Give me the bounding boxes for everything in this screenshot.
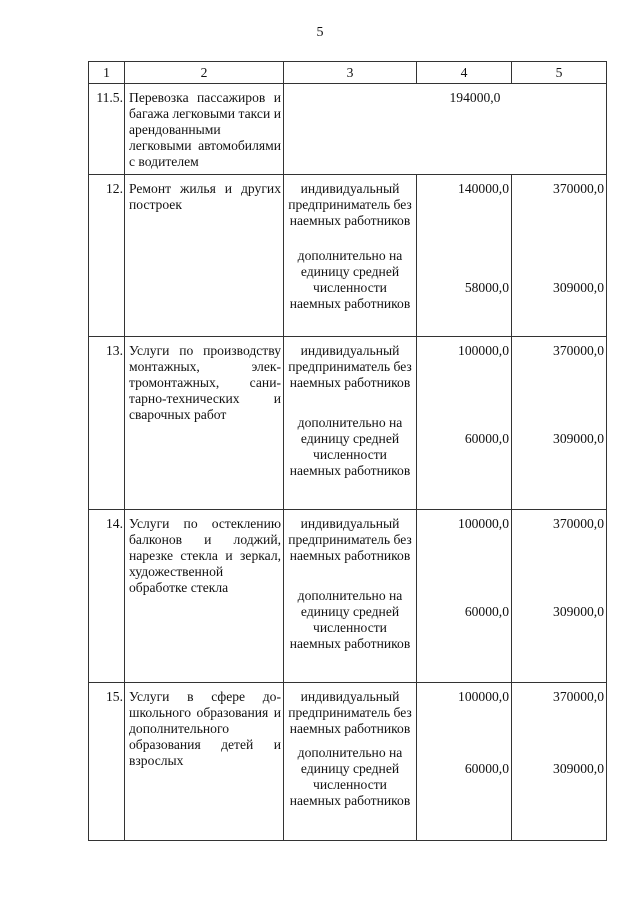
category-cell [284, 175, 417, 337]
category-text: индивидуальный предприниматель без наемных работников [288, 343, 412, 390]
value-text: 370000,0 [553, 181, 604, 196]
header-col-3: 3 [284, 62, 417, 84]
value-text: 60000,0 [464, 604, 509, 619]
row-number: 15. [89, 683, 125, 841]
value-cell [512, 683, 607, 841]
category-text: дополнительно на единицу средней численности наемных работников [289, 248, 411, 311]
table-row [89, 84, 607, 175]
value-text: 370000,0 [553, 689, 604, 704]
category-text: дополнительно на единицу средней численности наемных работников [289, 745, 411, 808]
category-text: индивидуальный предприниматель без наемных работников [288, 181, 412, 228]
value-text: 100000,0 [458, 516, 509, 531]
category-cell [284, 337, 417, 510]
row-number: 12. [89, 175, 125, 337]
merged-value: 194000,0 [284, 84, 607, 175]
value-text: 140000,0 [458, 181, 509, 196]
header-col-1: 1 [89, 62, 125, 84]
table-row [89, 337, 607, 510]
header-col-5: 5 [512, 62, 607, 84]
row-number: 11.5. [89, 84, 125, 175]
header-col-2: 2 [125, 62, 284, 84]
value-text: 100000,0 [458, 689, 509, 704]
value-text: 309000,0 [553, 604, 604, 619]
value-text: 60000,0 [464, 761, 509, 776]
activity-name: Услуги в сфере дошкольного образования и дополнительного образования детей и взрослых [125, 683, 284, 841]
value-text: 370000,0 [553, 516, 604, 531]
category-text: индивидуальный предприниматель без наемных работников [288, 689, 412, 736]
value-cell [512, 337, 607, 510]
value-text: 309000,0 [553, 431, 604, 446]
value-text: 309000,0 [553, 280, 604, 295]
activity-name: Ремонт жилья и других построек [125, 175, 284, 337]
header-row [89, 62, 607, 84]
table-row [89, 175, 607, 337]
row-number: 14. [89, 510, 125, 683]
value-text: 58000,0 [464, 280, 509, 295]
activity-name: Услуги по остеклению балконов и лоджий, нарезке стекла и зеркал, художественной обработке стекла [125, 510, 284, 683]
value-text: 100000,0 [458, 343, 509, 358]
category-cell [284, 683, 417, 841]
value-cell [512, 510, 607, 683]
activity-name: Услуги по производству монтажных, электромонтажных, санитарно-технических и сварочных работ [125, 337, 284, 510]
row-number: 13. [89, 337, 125, 510]
value-text: 60000,0 [464, 431, 509, 446]
value-text: 309000,0 [553, 761, 604, 776]
value-text: 370000,0 [553, 343, 604, 358]
value-cell [417, 683, 512, 841]
value-cell [417, 337, 512, 510]
header-col-4: 4 [417, 62, 512, 84]
table-row [89, 510, 607, 683]
activity-name: Перевозка пассажиров и багажа легковыми такси и арендованными легковыми автомобилями с водителем [125, 84, 284, 175]
category-cell [284, 510, 417, 683]
value-cell [417, 510, 512, 683]
category-text: дополнительно на единицу средней численности наемных работников [289, 415, 411, 478]
tax-rate-table [88, 61, 607, 841]
page-number: 5 [316, 25, 324, 40]
table-row [89, 683, 607, 841]
category-text: индивидуальный предприниматель без наемных работников [288, 516, 412, 563]
category-text: дополнительно на единицу средней численности наемных работников [289, 588, 411, 651]
value-cell [512, 175, 607, 337]
value-cell [417, 175, 512, 337]
